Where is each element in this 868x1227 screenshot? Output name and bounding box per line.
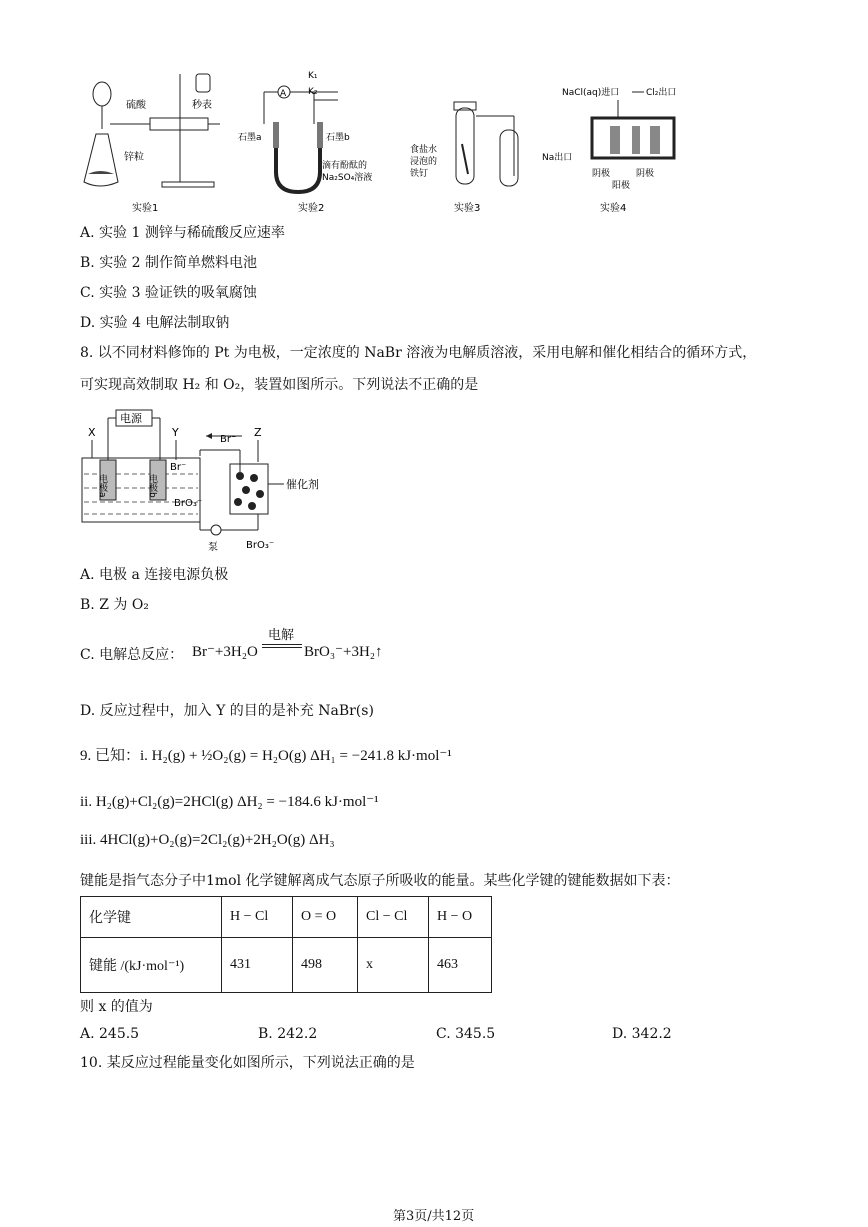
experiment-1-caption: 实验1	[132, 203, 159, 214]
solution-label-2: Na₂SO₄溶液	[322, 173, 373, 183]
q9-equation-i: 9. 已知：i. H₂(g) + ½O₂(g) = H₂O(g) ΔH₁ = −241.8 kJ·mol⁻¹	[80, 748, 452, 764]
br-minus-label: Br⁻	[170, 462, 187, 473]
ammeter-label: A	[280, 89, 287, 99]
graphite-a-label: 石墨a	[238, 133, 262, 143]
experiment-2-caption: 实验2	[298, 203, 325, 214]
q8-stem-line-2: 可实现高效制取 H₂ 和 O₂，装置如图所示。下列说法不正确的是	[80, 377, 479, 393]
table-cell: H − Cl	[222, 897, 293, 938]
anode-label: 阳极	[612, 181, 631, 191]
graphite-b-label: 石墨b	[326, 133, 350, 143]
br-arrow-label: Br⁻	[220, 434, 237, 445]
electrode-b-label: 电极b	[147, 474, 157, 498]
table-cell: 431	[222, 938, 293, 993]
zinc-label: 锌粒	[124, 152, 144, 163]
q7-option-a: A. 实验 1 测锌与稀硫酸反应速率	[80, 225, 285, 241]
table-cell: x	[358, 938, 429, 993]
table-cell: 463	[429, 938, 492, 993]
table-cell: 化学键	[81, 897, 222, 938]
x-label: X	[88, 426, 96, 439]
experiment-4-figure	[542, 86, 676, 214]
experiment-2-figure	[238, 71, 372, 214]
k1-label: K₁	[308, 71, 318, 81]
q9-ask: 则 x 的值为	[80, 999, 153, 1015]
y-label: Y	[172, 426, 179, 439]
q9-equation-ii: ii. H₂(g)+Cl₂(g)=2HCl(g) ΔH₂ = −184.6 kJ·mol⁻¹	[80, 794, 379, 810]
saltwater-label-1: 食盐水	[410, 145, 438, 155]
na-outlet-label: Na出口	[542, 153, 573, 163]
experiment-1-figure	[84, 74, 220, 214]
table-cell: O = O	[293, 897, 358, 938]
q9-equation-iii: iii. 4HCl(g)+O₂(g)=2Cl₂(g)+2H₂O(g) ΔH₃	[80, 832, 335, 848]
q7-option-b: B. 实验 2 制作简单燃料电池	[80, 255, 257, 271]
q8-figure	[76, 408, 336, 554]
q9-option-c: C. 345.5	[436, 1026, 496, 1042]
cathode-right-label: 阴极	[636, 169, 655, 179]
table-row	[81, 938, 492, 993]
table-cell: 498	[293, 938, 358, 993]
table-header-row	[81, 897, 492, 938]
q9-option-a: A. 245.5	[80, 1026, 140, 1042]
cathode-left-label: 阴极	[592, 169, 611, 179]
q8-option-c-right: BrO₃⁻+3H₂↑	[304, 644, 383, 660]
experiment-3-figure	[410, 102, 518, 214]
experiment-3-caption: 实验3	[454, 203, 481, 214]
q8-option-c-condition: 电解	[268, 628, 295, 643]
page-footer: 第3页/共12页	[393, 1209, 475, 1224]
catalyst-label: 催化剂	[286, 478, 319, 491]
bond-energy-table	[80, 896, 492, 993]
z-label: Z	[254, 426, 262, 439]
q8-option-c-equals	[262, 644, 302, 648]
table-cell: 键能 /(kJ·mol⁻¹)	[81, 938, 222, 993]
q8-option-c-prefix: C. 电解总反应：	[80, 647, 184, 663]
q8-option-d: D. 反应过程中，加入 Y 的目的是补充 NaBr(s)	[80, 703, 374, 719]
cl2-outlet-label: Cl₂出口	[646, 88, 677, 98]
table-cell: H − O	[429, 897, 492, 938]
q7-figures	[70, 64, 710, 216]
q8-stem-line-1: 8. 以不同材料修饰的 Pt 为电极，一定浓度的 NaBr 溶液为电解质溶液，采用电解和催化相结合的循环方式，	[80, 345, 757, 361]
power-label: 电源	[120, 412, 142, 425]
q8-option-a: A. 电极 a 连接电源负极	[80, 567, 229, 583]
table-cell: Cl − Cl	[358, 897, 429, 938]
q8-option-c-left: Br⁻+3H₂O	[192, 644, 258, 660]
saltwater-label-3: 铁钉	[410, 169, 429, 179]
bro3-minus-label: BrO₃⁻	[174, 498, 203, 509]
q9-intro: 键能是指气态分子中1mol 化学键解离成气态原子所吸收的能量。某些化学键的键能数据如下表：	[80, 873, 680, 889]
electrode-a-label: 电极a	[97, 474, 107, 498]
saltwater-label-2: 浸泡的	[410, 157, 438, 167]
watch-label: 秒表	[192, 100, 212, 111]
acid-label: 硫酸	[126, 100, 146, 111]
q9-option-b: B. 242.2	[258, 1026, 318, 1042]
solution-label-1: 滴有酚酞的	[322, 161, 368, 171]
nacl-inlet-label: NaCl(aq)进口	[562, 88, 620, 98]
k2-label: K₂	[308, 87, 318, 97]
q10-stem: 10. 某反应过程能量变化如图所示，下列说法正确的是	[80, 1055, 415, 1071]
q7-option-d: D. 实验 4 电解法制取钠	[80, 315, 230, 331]
q7-option-c: C. 实验 3 验证铁的吸氧腐蚀	[80, 285, 257, 301]
q8-option-b: B. Z 为 O₂	[80, 597, 149, 613]
pump-label: 泵	[208, 542, 218, 553]
bro3-bottom-label: BrO₃⁻	[246, 540, 275, 551]
q9-option-d: D. 342.2	[612, 1026, 672, 1042]
experiment-4-caption: 实验4	[600, 203, 627, 214]
